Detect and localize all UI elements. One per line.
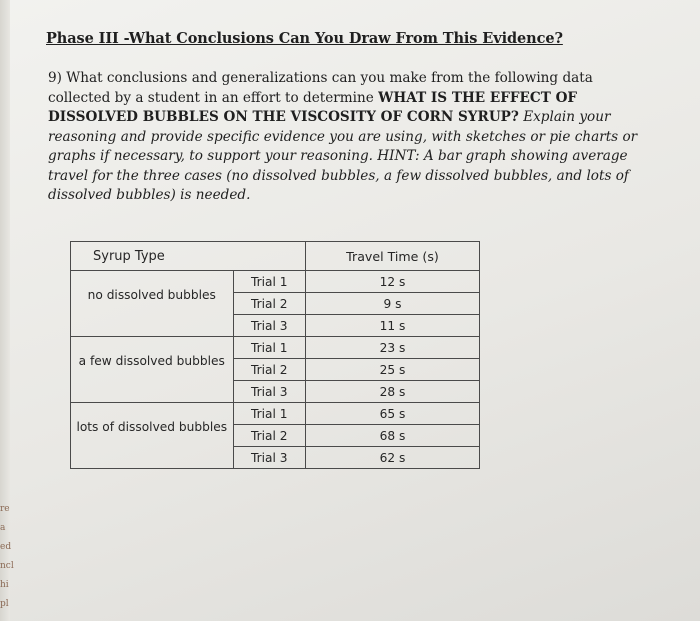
worksheet-page [46, 30, 666, 465]
table-row [71, 271, 480, 293]
trial-cell: Trial 3 [233, 315, 306, 337]
table-row [71, 403, 480, 425]
edge-fragment: hi [0, 580, 9, 590]
question-9 [48, 69, 658, 206]
header-trial-blank [233, 242, 306, 271]
edge-fragment: a [0, 523, 6, 533]
trial-cell: Trial 2 [233, 425, 306, 447]
time-cell: 23 s [306, 337, 480, 359]
table-header-row [71, 242, 480, 271]
question-focus-caps: WHAT IS THE EFFECT OF DISSOLVED BUBBLES ON THE VISCOSITY OF CORN SYRUP? [48, 89, 578, 125]
table-row [71, 337, 480, 359]
syrup-type-cell: no dissolved bubbles [71, 271, 234, 337]
time-cell: 65 s [306, 403, 480, 425]
time-cell: 62 s [306, 447, 480, 469]
question-instructions: Explain your reasoning and provide specific evidence you are using, with sketches or pie charts or graphs if necessary, to support your reasoning. HINT: A bar graph showing average travel for the three cases (no dissolved bubbles, a few dissolved bubbles, and lots of dissolved bubbles) is needed. [48, 109, 638, 203]
trial-cell: Trial 2 [233, 359, 306, 381]
trial-cell: Trial 2 [233, 293, 306, 315]
time-cell: 12 s [306, 271, 480, 293]
trial-cell: Trial 1 [233, 403, 306, 425]
question-intro: 9) What conclusions and generalizations can you make from the following data collected by a student in an effort to determine [48, 70, 593, 106]
header-travel-time: Travel Time (s) [306, 242, 480, 271]
header-syrup-type: Syrup Type [71, 242, 234, 271]
time-cell: 9 s [306, 293, 480, 315]
edge-fragment: pl [0, 599, 9, 609]
trial-cell: Trial 3 [233, 447, 306, 469]
adjacent-page-text-fragments [0, 500, 18, 614]
time-cell: 68 s [306, 425, 480, 447]
edge-fragment: ncl [0, 561, 14, 571]
trial-cell: Trial 3 [233, 381, 306, 403]
time-cell: 25 s [306, 359, 480, 381]
syrup-type-cell: a few dissolved bubbles [71, 337, 234, 403]
edge-fragment: ed [0, 542, 12, 552]
time-cell: 28 s [306, 381, 480, 403]
trial-cell: Trial 1 [233, 337, 306, 359]
trial-cell: Trial 1 [233, 271, 306, 293]
syrup-type-cell: lots of dissolved bubbles [71, 403, 234, 469]
time-cell: 11 s [306, 315, 480, 337]
edge-fragment: re [0, 504, 10, 514]
section-heading: Phase III -What Conclusions Can You Draw From This Evidence? [46, 30, 563, 47]
travel-time-table [70, 241, 480, 469]
